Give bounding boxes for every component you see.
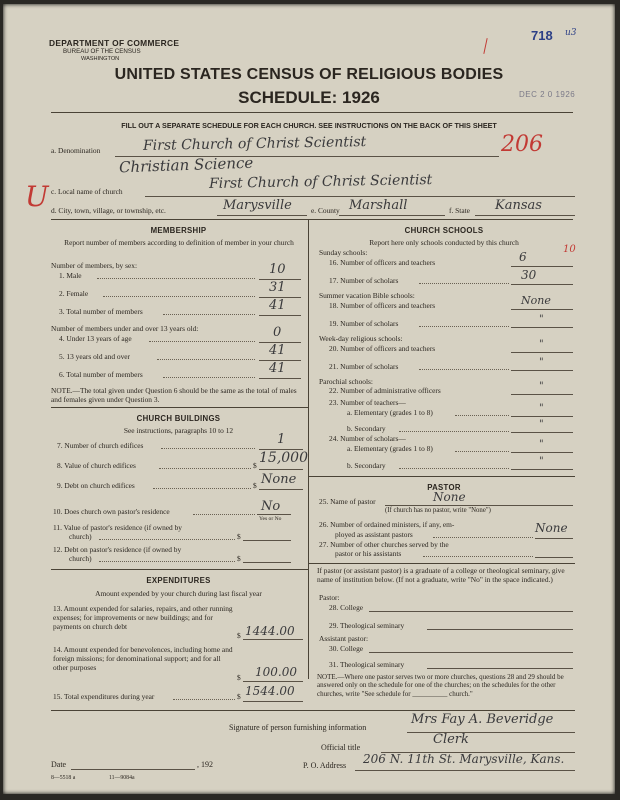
q15-dollar: $: [237, 692, 241, 701]
file-stamp-number: 718: [531, 28, 553, 43]
q4-label: 4. Under 13 years of age: [59, 334, 132, 343]
weekday-label: Week-day religious schools:: [319, 334, 403, 343]
received-date-stamp: DEC 2 0 1926: [519, 90, 576, 99]
form-number: 8—5518 a: [51, 775, 76, 781]
q3-label: 3. Total number of members: [59, 307, 143, 316]
q12-dollar: $: [237, 554, 241, 563]
bureau-heading: BUREAU OF THE CENSUS: [63, 48, 141, 55]
membership-intro: Report number of members according to definition of member in your church: [64, 238, 294, 247]
buildings-heading: CHURCH BUILDINGS: [136, 414, 221, 423]
q6-value: 41: [269, 361, 286, 376]
q9-dollar: $: [253, 481, 257, 490]
q1-label: 1. Male: [59, 271, 82, 280]
q17-label: 17. Number of scholars: [329, 276, 399, 285]
q28-label: 28. College: [329, 603, 364, 612]
membership-heading: MEMBERSHIP: [150, 226, 207, 235]
expenditures-intro: Amount expended by your church during last fiscal year: [95, 589, 262, 598]
schools-heading: CHURCH SCHOOLS: [404, 226, 484, 235]
city-label: d. City, town, village, or township, etc.: [51, 206, 166, 215]
q25-label: 25. Name of pastor: [319, 497, 376, 506]
q14-value: 100.00: [255, 665, 297, 679]
q1-value: 10: [269, 262, 286, 277]
q21-value: ": [539, 357, 544, 368]
q15-label: 15. Total expenditures during year: [53, 692, 155, 701]
q14-dollar: $: [237, 673, 241, 682]
q25-value: None: [433, 490, 466, 504]
form-title: UNITED STATES CENSUS OF RELIGIOUS BODIES: [114, 66, 504, 83]
q23b-label: b. Secondary: [347, 424, 386, 433]
county-line: [339, 215, 445, 216]
q8-value: 15,000: [259, 450, 308, 466]
q13-dollar: $: [237, 631, 241, 640]
fill-instruction: FILL OUT A SEPARATE SCHEDULE FOR EACH CHURCH. SEE INSTRUCTIONS ON THE BACK OF THIS SHEET: [121, 121, 497, 130]
q22-label: 22. Number of administrative officers: [329, 386, 441, 395]
q21-label: 21. Number of scholars: [329, 362, 399, 371]
q11-label-a: 11. Value of pastor's residence (if owned by: [53, 523, 182, 532]
q7-value: 1: [277, 432, 286, 447]
q14-label: 14. Amount expended for benevolences, including home and foreign missions; for denominational support; and for all other purposes: [53, 645, 233, 672]
q19-value: ": [539, 314, 544, 325]
county-value: Marshall: [349, 198, 408, 213]
by-sex-label: Number of members, by sex:: [51, 261, 137, 270]
denomination-alternate: Christian Science: [118, 153, 254, 177]
membership-note: NOTE.—The total given under Question 6 should be the same as the total of males and females given under Question 3.: [51, 386, 297, 404]
q16-value: 6: [519, 250, 527, 264]
q13-label: 13. Amount expended for salaries, repairs, and other running expenses; for improvements or new buildings; and for payments on church debt: [53, 604, 233, 631]
q24a-label: a. Elementary (grades 1 to 8): [347, 444, 433, 453]
q10-yesno-hint: Yes or No: [259, 516, 282, 522]
q26-label-b: ployed as assistant pastors: [335, 530, 413, 539]
denomination-value: First Church of Christ Scientist: [142, 134, 367, 154]
signature-label: Signature of person furnishing information: [229, 723, 367, 732]
q26-value: None: [535, 521, 568, 535]
parochial-label: Parochial schools:: [319, 377, 373, 386]
red-u-mark: U: [25, 180, 49, 213]
q9-label: 9. Debt on church edifices: [57, 481, 135, 490]
city-value: Marysville: [223, 198, 292, 213]
college-instructions: If pastor (or assistant pastor) is a graduate of a college or theological seminary, give name of institution below. (If not a graduate, write "No" in the space indicated.): [317, 566, 565, 584]
local-name-line: [145, 196, 575, 197]
q18-value: None: [521, 294, 551, 307]
po-address-label: P. O. Address: [303, 761, 347, 770]
q2-value: 31: [269, 280, 286, 295]
q26-label-a: 26. Number of ordained ministers, if any, em-: [319, 520, 455, 529]
q12-label-a: 12. Debt on pastor's residence (if owned by: [53, 545, 182, 554]
q15-value: 1544.00: [245, 684, 295, 698]
q24a-value: ": [539, 439, 544, 450]
q17-value: 30: [521, 268, 537, 282]
header-rule: [51, 112, 573, 113]
q11-dollar: $: [237, 532, 241, 541]
expenditures-heading: EXPENDITURES: [146, 576, 211, 585]
q16-label: 16. Number of officers and teachers: [329, 258, 436, 267]
q16-red-correction: 10: [563, 244, 576, 255]
q13-value: 1444.00: [245, 624, 295, 638]
q8-label: 8. Value of church edifices: [57, 461, 136, 470]
q10-label: 10. Does church own pastor's residence: [53, 507, 170, 516]
identity-rule: [51, 219, 573, 220]
q11-label-b: church): [69, 532, 92, 541]
q27-label-a: 27. Number of other churches served by the: [319, 540, 449, 549]
q10-value: No: [261, 499, 281, 514]
local-name-value: First Church of Christ Scientist: [208, 172, 433, 192]
q27-label-b: pastor or his assistants: [335, 549, 402, 558]
buildings-intro: See instructions, paragraphs 10 to 12: [123, 426, 234, 435]
q8-dollar: $: [253, 461, 257, 470]
pastor-note: NOTE.—Where one pastor serves two or more churches, questions 28 and 29 should be answered only on the schedule for one of the churches; on the schedules for the other churches, write "See schedule for __________ church.": [317, 673, 564, 698]
assistant-subheading: Assistant pastor:: [319, 634, 369, 643]
q23-label: 23. Number of teachers—: [329, 398, 406, 407]
q31-label: 31. Theological seminary: [329, 660, 405, 669]
q23b-value: ": [539, 419, 544, 430]
q22-value: ": [539, 381, 544, 392]
q7-label: 7. Number of church edifices: [57, 441, 144, 450]
summer-label: Summer vacation Bible schools:: [319, 291, 415, 300]
q24b-value: ": [539, 456, 544, 467]
schedule-title: SCHEDULE: 1926: [238, 88, 380, 107]
by-age-label: Number of members under and over 13 years old:: [51, 324, 199, 333]
department-heading: DEPARTMENT OF COMMERCE: [49, 38, 180, 48]
pastor-subheading: Pastor:: [319, 593, 340, 602]
q24-label: 24. Number of scholars—: [329, 434, 406, 443]
red-code-number: 206: [501, 132, 543, 157]
print-number: 11—9084a: [109, 775, 135, 781]
state-label: f. State: [449, 206, 470, 215]
official-title-value: Clerk: [433, 732, 469, 747]
q29-label: 29. Theological seminary: [329, 621, 405, 630]
q9-value: None: [261, 472, 297, 487]
county-label: e. County: [311, 206, 340, 215]
q25-note: (If church has no pastor, write "None"): [385, 507, 491, 514]
sunday-label: Sunday schools:: [319, 248, 368, 257]
census-schedule-sheet: [3, 4, 615, 794]
official-title-label: Official title: [321, 743, 361, 752]
q3-value: 41: [269, 298, 286, 313]
po-address-value: 206 N. 11th St. Marysville, Kans.: [363, 752, 565, 766]
state-line: [475, 215, 575, 216]
pastor-heading: PASTOR: [427, 483, 461, 492]
city-heading: WASHINGTON: [81, 56, 120, 62]
q23a-value: ": [539, 403, 544, 414]
q20-value: ": [539, 339, 544, 350]
local-name-label: c. Local name of church: [51, 187, 123, 196]
red-tick-mark: [483, 38, 487, 54]
q18-label: 18. Number of officers and teachers: [329, 301, 436, 310]
date-label: Date: [51, 760, 67, 769]
q4-value: 0: [273, 325, 282, 340]
file-stamp-suffix: u3: [565, 28, 577, 38]
q5-label: 5. 13 years old and over: [59, 352, 131, 361]
column-divider: [308, 219, 309, 679]
q5-value: 41: [269, 343, 286, 358]
schools-intro: Report here only schools conducted by this church: [369, 238, 519, 247]
year-label: , 192: [197, 760, 213, 769]
q23a-label: a. Elementary (grades 1 to 8): [347, 408, 433, 417]
q30-label: 30. College: [329, 644, 364, 653]
q20-label: 20. Number of officers and teachers: [329, 344, 436, 353]
signature-value: Mrs Fay A. Beveridge: [411, 712, 554, 727]
q2-label: 2. Female: [59, 289, 89, 298]
q6-label: 6. Total number of members: [59, 370, 143, 379]
q24b-label: b. Secondary: [347, 461, 386, 470]
q19-label: 19. Number of scholars: [329, 319, 399, 328]
city-line: [217, 215, 307, 216]
denomination-label: a. Denomination: [51, 146, 101, 155]
state-value: Kansas: [495, 198, 542, 213]
q12-label-b: church): [69, 554, 92, 563]
